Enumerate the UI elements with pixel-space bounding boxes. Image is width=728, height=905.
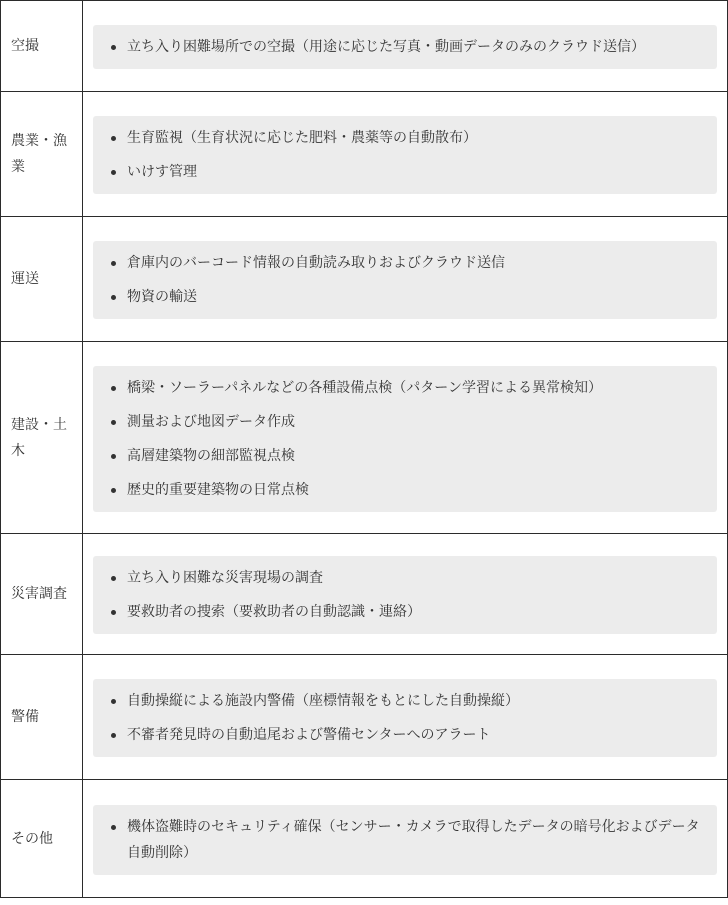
bullet-icon — [111, 454, 116, 459]
item-list — [109, 814, 705, 866]
bullet-icon — [111, 699, 116, 704]
content-cell — [83, 342, 728, 534]
category-cell: 空撮 — [1, 1, 83, 92]
item-text: 物資の輸送 — [127, 289, 197, 305]
item-text: 立ち入り困難な災害現場の調査 — [127, 570, 323, 586]
category-cell: 建設・土木 — [1, 342, 83, 534]
bullet-icon — [111, 136, 116, 141]
bullet-icon — [111, 295, 116, 300]
table-row — [1, 655, 728, 780]
list-item — [109, 443, 705, 469]
list-item — [109, 409, 705, 435]
item-text: 不審者発見時の自動追尾および警備センターへのアラート — [127, 727, 491, 743]
category-cell: 農業・漁業 — [1, 92, 83, 217]
table-row — [1, 342, 728, 534]
item-box — [93, 805, 717, 875]
item-list — [109, 125, 705, 185]
bullet-icon — [111, 261, 116, 266]
list-item — [109, 284, 705, 310]
list-item — [109, 599, 705, 625]
bullet-icon — [111, 733, 116, 738]
category-cell: その他 — [1, 780, 83, 898]
content-cell — [83, 780, 728, 898]
table-row — [1, 92, 728, 217]
item-text: 測量および地図データ作成 — [127, 413, 295, 430]
item-text: 高層建築物の細部監視点検 — [127, 447, 295, 464]
content-cell — [83, 1, 728, 92]
item-text: 自動操縦による施設内警備（座標情報をもとにした自動操縦） — [127, 693, 519, 709]
item-box — [93, 556, 717, 634]
table-row — [1, 217, 728, 342]
list-item — [109, 250, 705, 276]
item-list — [109, 250, 705, 310]
category-cell: 災害調査 — [1, 534, 83, 655]
item-list — [109, 565, 705, 625]
item-text: 歴史的重要建築物の日常点検 — [127, 481, 309, 498]
item-box — [93, 25, 717, 69]
item-text: 倉庫内のバーコード情報の自動読み取りおよびクラウド送信 — [127, 255, 505, 271]
content-cell — [83, 655, 728, 780]
item-box — [93, 241, 717, 319]
item-text: いけす管理 — [127, 164, 197, 180]
category-cell: 警備 — [1, 655, 83, 780]
table-row — [1, 1, 728, 92]
item-text: 立ち入り困難場所での空撮（用途に応じた写真・動画データのみのクラウド送信） — [127, 39, 645, 55]
list-item — [109, 688, 705, 714]
list-item — [109, 722, 705, 748]
bullet-icon — [111, 488, 116, 493]
table-row — [1, 780, 728, 898]
bullet-icon — [111, 825, 116, 830]
item-list — [109, 34, 705, 60]
bullet-icon — [111, 610, 116, 615]
bullet-icon — [111, 386, 116, 391]
list-item — [109, 375, 705, 401]
bullet-icon — [111, 45, 116, 50]
item-box — [93, 679, 717, 757]
bullet-icon — [111, 420, 116, 425]
content-cell — [83, 217, 728, 342]
item-list — [109, 375, 705, 503]
table-row — [1, 534, 728, 655]
content-cell — [83, 534, 728, 655]
category-cell: 運送 — [1, 217, 83, 342]
bullet-icon — [111, 576, 116, 581]
content-cell — [83, 92, 728, 217]
item-text: 橋梁・ソーラーパネルなどの各種設備点検（パターン学習による異常検知） — [127, 379, 603, 396]
list-item — [109, 125, 705, 151]
list-item — [109, 159, 705, 185]
bullet-icon — [111, 170, 116, 175]
item-box — [93, 116, 717, 194]
item-text: 生育監視（生育状況に応じた肥料・農薬等の自動散布） — [127, 130, 477, 146]
item-box — [93, 366, 717, 512]
item-text: 機体盗難時のセキュリティ確保（センサー・カメラで取得したデータの暗号化およびデータ自動削除） — [127, 818, 700, 861]
list-item — [109, 477, 705, 503]
list-item — [109, 565, 705, 591]
item-text: 要救助者の捜索（要救助者の自動認識・連絡） — [127, 604, 421, 620]
list-item — [109, 814, 705, 866]
item-list — [109, 688, 705, 748]
list-item — [109, 34, 705, 60]
